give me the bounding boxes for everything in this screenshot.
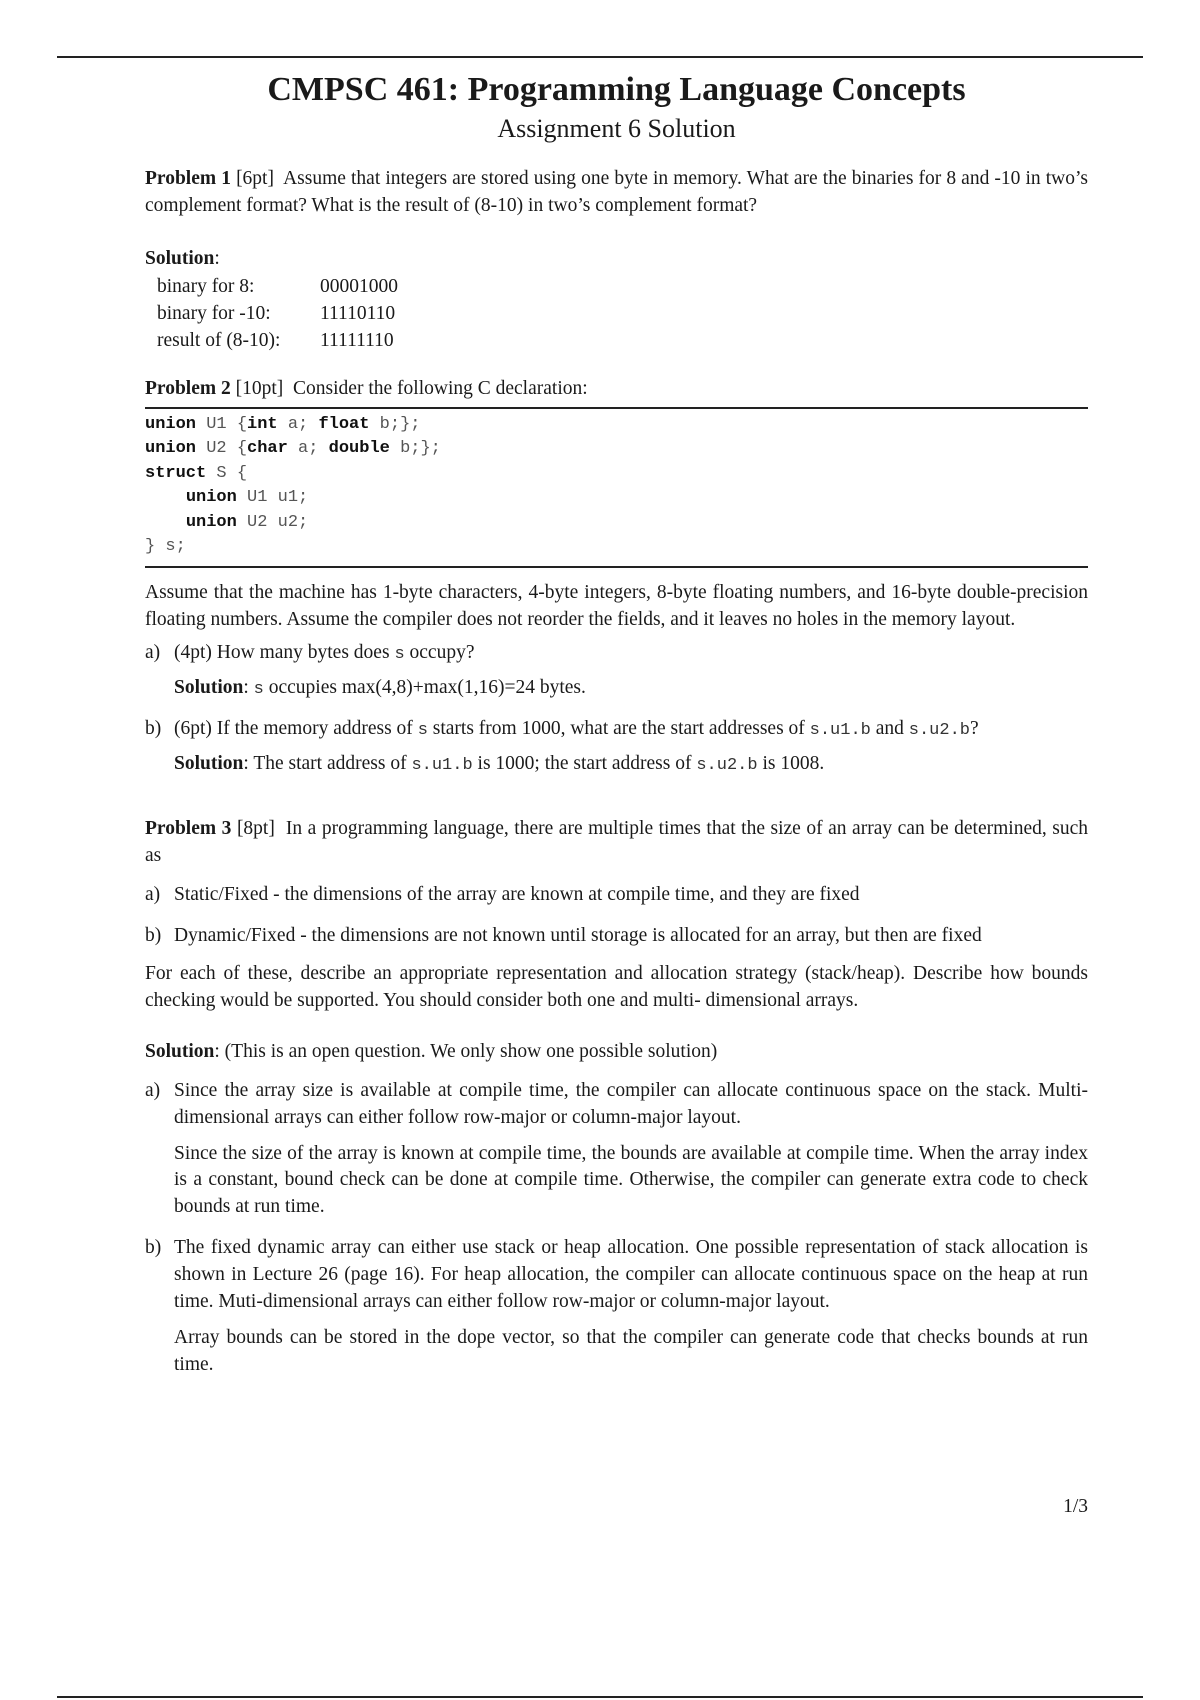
code-keyword: int xyxy=(247,414,278,434)
item-text: Static/Fixed - the dimensions of the array are known at compile time, and they are fixed xyxy=(174,884,860,906)
problem-3-solution-a xyxy=(145,1078,1088,1222)
solution-label: Solution xyxy=(174,676,244,698)
code-text: U1 { xyxy=(196,414,248,434)
item-label: b) xyxy=(145,925,162,947)
inline-code: s xyxy=(253,679,264,699)
solution-label: Solution xyxy=(145,248,215,270)
problem-2-part-a xyxy=(145,640,1088,702)
text: is 1008. xyxy=(762,753,825,775)
part-b-solution: Solution: The start address of s.u1.b is 1000; the start address of s.u2.b is 1008. xyxy=(174,753,825,776)
problem-3-label: Problem 3 xyxy=(145,818,232,840)
row-key: result of (8-10): xyxy=(157,330,281,351)
page-subtitle: Assignment 6 Solution xyxy=(497,114,736,144)
inline-code: s xyxy=(417,720,428,740)
problem-3-points: [8pt] xyxy=(236,818,275,840)
code-keyword: union xyxy=(185,488,237,508)
table-row xyxy=(157,273,398,300)
table-row xyxy=(157,327,398,354)
problem-1-statement xyxy=(145,166,1088,220)
row-value: 11110110 xyxy=(320,303,396,324)
problem-3-item-a xyxy=(145,882,1088,909)
code-keyword: double xyxy=(328,439,390,459)
text: ? xyxy=(970,717,979,739)
text: The start address of xyxy=(253,753,407,775)
page-title: CMPSC 461: Programming Language Concepts xyxy=(267,71,966,108)
problem-2-statement xyxy=(145,376,1088,403)
code-text: U2 { xyxy=(196,439,248,459)
code-text: b;}; xyxy=(389,439,441,459)
solution-paragraph: The fixed dynamic array can either use stack or heap allocation. One possible representation of stack allocation is shown in Lecture 26 (page 16). For heap allocation, the compiler can allocate continuous space on the heap at run time. Muti-dimensional arrays can either follow row-major or column-major layout. xyxy=(174,1237,1088,1313)
solution-paragraph: Array bounds can be stored in the dope vector, so that the compiler can generate code that checks bounds at run time. xyxy=(174,1326,1088,1375)
code-text: a; xyxy=(287,439,329,459)
document-body xyxy=(145,70,1088,1379)
code-keyword: char xyxy=(247,439,288,459)
problem-3-statement xyxy=(145,816,1088,870)
solution-label: Solution xyxy=(145,1040,215,1062)
code-text: U1 u1; xyxy=(236,488,309,508)
problem-1-solution-table xyxy=(157,273,398,354)
problem-2-text: Consider the following C declaration: xyxy=(293,378,588,399)
text: is 1000; the start address of xyxy=(477,753,692,775)
inline-code: s.u2.b xyxy=(696,756,758,776)
problem-3-text: In a programming language, there are multiple times that the size of an array can be determined, such as xyxy=(145,818,1088,867)
item-label: a) xyxy=(145,1079,161,1101)
row-value: 00001000 xyxy=(320,276,398,297)
problem-2-part-b xyxy=(145,716,1088,779)
code-keyword: union xyxy=(145,414,197,434)
item-label: a) xyxy=(145,884,161,906)
inline-code: s.u1.b xyxy=(809,720,871,740)
row-key: binary for -10: xyxy=(157,303,271,324)
page-number: 1/3 xyxy=(1063,1496,1088,1517)
item-label: b) xyxy=(145,1237,162,1259)
problem-2-points: [10pt] xyxy=(235,378,284,399)
code-text: U2 u2; xyxy=(236,512,309,532)
code-keyword: float xyxy=(318,414,370,434)
inline-code: s.u1.b xyxy=(411,756,473,776)
inline-code: s.u2.b xyxy=(908,720,970,740)
problem-1-text: Assume that integers are stored using one byte in memory. What are the binaries for 8 and -10 in two’s complement format? What is the result of (8-10) in two’s complement format? xyxy=(145,168,1088,217)
code-listing xyxy=(145,407,1088,568)
row-key: binary for 8: xyxy=(157,276,255,297)
item-text: Dynamic/Fixed - the dimensions are not known until storage is allocated for an array, but then are fixed xyxy=(174,925,982,947)
problem-2-assumptions: Assume that the machine has 1-byte characters, 4-byte integers, 8-byte floating numbers, and 16-byte double-precision floating numbers. Assume the compiler does not reorder the fields, and it leaves no holes in the memory layout. xyxy=(145,581,1088,630)
item-label: a) xyxy=(145,641,161,663)
text: (6pt) If the memory address of xyxy=(174,717,413,739)
code-keyword: union xyxy=(145,439,197,459)
text: (4pt) How many bytes does xyxy=(174,641,390,663)
problem-1-label: Problem 1 xyxy=(145,168,231,190)
part-b-question xyxy=(174,716,1088,743)
problem-2-label: Problem 2 xyxy=(145,378,231,399)
problem-1-points: [6pt] xyxy=(236,168,274,190)
code-text: S { xyxy=(206,463,248,483)
text: occupies max(4,8)+max(1,16)=24 bytes. xyxy=(268,676,586,698)
text: occupy? xyxy=(409,641,475,663)
solution-note: (This is an open question. We only show one possible solution) xyxy=(224,1040,718,1062)
part-a-solution: Solution: s occupies max(4,8)+max(1,16)=24 bytes. xyxy=(174,676,586,699)
solution-paragraph: Since the array size is available at compile time, the compiler can allocate continuous space on the stack. Multi-dimensional arrays can either follow row-major or column-major layout. xyxy=(174,1079,1088,1128)
item-label: b) xyxy=(145,717,162,739)
problem-3-followup: For each of these, describe an appropriate representation and allocation strategy (stack/heap). Describe how bounds checking would be supported. You should consider both one and multi- dimensional arrays. xyxy=(145,962,1088,1011)
top-rule xyxy=(57,56,1143,58)
code-keyword: union xyxy=(185,512,237,532)
problem-3-solution-heading: Solution: (This is an open question. We only show one possible solution) xyxy=(145,1040,718,1062)
code-text: a; xyxy=(277,414,319,434)
row-value: 11111110 xyxy=(320,330,394,351)
code-text: b;}; xyxy=(369,414,421,434)
part-a-question xyxy=(174,640,1088,667)
code-text: } s; xyxy=(145,537,186,557)
table-row xyxy=(157,300,398,327)
problem-3-solution-b xyxy=(145,1235,1088,1379)
solution-label: Solution xyxy=(174,753,244,775)
code-keyword: struct xyxy=(145,463,207,483)
inline-code: s xyxy=(394,644,405,664)
solution-paragraph: Since the size of the array is known at compile time, the bounds are available at compile time. When the array index is a constant, bound check can be done at compile time. Otherwise, the compiler can generate extra code to check bounds at run time. xyxy=(174,1142,1088,1218)
text: and xyxy=(875,717,904,739)
text: starts from 1000, what are the start addresses of xyxy=(432,717,805,739)
bottom-rule xyxy=(57,1696,1143,1698)
problem-1-solution-heading: Solution: xyxy=(145,248,220,270)
problem-3-item-b xyxy=(145,923,1088,950)
